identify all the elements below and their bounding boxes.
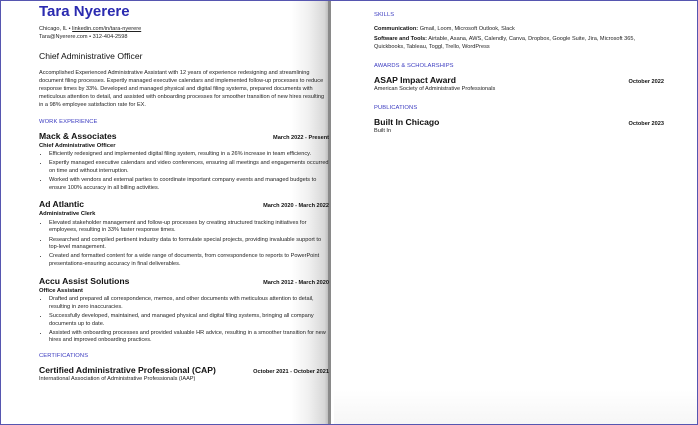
bullet: • Worked with vendors and external parties to coordinate important company events and managed budgets to ensure 100% accuracy in all billing activities.: [49, 177, 329, 192]
bullet: • Expertly managed executive calendars and video conferences, ensuring all meetings and engagements occurred on time and without interruption.: [49, 160, 329, 175]
bullet: • Efficiently redesigned and implemented digital filing system, resulting in a 26% increase in team efficiency.: [49, 151, 329, 159]
job-entry: [39, 131, 329, 193]
contact-info: Chicago, IL • linkedin.com/in/tara-nyerere Tara@Nyerere.com • 312-404-2598: [39, 26, 142, 40]
job-dates: March 2020 - March 2022: [263, 203, 329, 210]
section-heading-skills: SKILLS: [374, 12, 395, 18]
job-bullets: [39, 220, 329, 269]
job-bullets: [39, 151, 329, 192]
section-heading-publications: PUBLICATIONS: [374, 104, 418, 111]
resume-page-1: [1, 1, 331, 424]
summary: Accomplished Experienced Administrative Assistant with 12 years of experience redesigning and streamlining document filing processes. Expertly managed executive calendars and implemented follow-up processes to reduce response times by 33%. Developed and managed physical and digital filing systems, prepared documents with meticulous attention to detail, and assisted with onboarding processes for smoother transition of new hires resulting in a 98% employee satisfaction rate for EX.: [39, 70, 325, 108]
certification-entry: [39, 365, 329, 384]
job-role: Office Assistant: [39, 287, 83, 294]
bullet: • Created and formatted content for a wide range of documents, from correspondence to reports to PowerPoint presentations-ensuring accuracy in final deliverables.: [49, 253, 329, 268]
bullet: • Elevated stakeholder management and follow-up processes by creating structured tracking initiatives for employees, resulting in 33% faster response times.: [49, 220, 329, 235]
bullet: • Drafted and prepared all correspondence, memos, and other documents with meticulous attention to detail, resulting in zero inaccuracies.: [49, 296, 329, 311]
job-bullets: [39, 296, 329, 345]
linkedin-link[interactable]: linkedin.com/in/tara-nyerere: [72, 26, 142, 32]
email: Tara@Nyerere.com: [39, 33, 88, 40]
section-heading-awards: AWARDS & SCHOLARSHIPS: [374, 63, 454, 69]
company-name: Mack & Associates: [39, 130, 117, 141]
skill-label: Communication:: [374, 26, 419, 32]
certification-issuer: International Association of Administrative Professionals (IAAP): [39, 375, 196, 382]
award-entry: [374, 75, 664, 94]
award-issuer: American Society of Administrative Professionals: [374, 86, 496, 92]
job-role: Administrative Clerk: [39, 211, 96, 218]
company-name: Accu Assist Solutions: [39, 275, 130, 286]
headline-title: Chief Administrative Officer: [39, 51, 143, 61]
certification-name: Certified Administrative Professional (CAP): [39, 364, 216, 375]
job-entry: [39, 276, 329, 345]
certification-dates: October 2021 - October 2021: [253, 368, 329, 375]
award-name: ASAP Impact Award: [374, 75, 456, 85]
section-heading-certifications: CERTIFICATIONS: [39, 352, 89, 359]
skill-label: Software and Tools:: [374, 36, 428, 42]
skill-group: [374, 25, 664, 33]
resume-page-2: [334, 1, 697, 424]
award-date: October 2022: [628, 79, 664, 85]
bullet: • Assisted with onboarding processes and provided valuable HR advice, resulting in a smoother transition for new hires and improved onboarding practices.: [49, 330, 329, 345]
publication-entry: [374, 117, 664, 136]
bullet: • Successfully developed, maintained, and managed physical and digital filing systems, bringing all company documents up to date.: [49, 313, 329, 328]
company-name: Ad Atlantic: [39, 199, 85, 210]
skill-group: [374, 35, 664, 51]
job-role: Chief Administrative Officer: [39, 142, 116, 149]
skill-values: Airtable, Asana, AWS, Calendly, Canva, Dropbox, Google Suite, Jira, Microsoft 365, Quickbooks, Tableau, Toggl, Trello, WordPress: [374, 36, 636, 50]
publication-publisher: Built In: [374, 127, 392, 134]
section-heading-work: WORK EXPERIENCE: [39, 118, 98, 125]
candidate-name: Tara Nyerere: [39, 3, 130, 20]
job-dates: March 2012 - March 2020: [263, 279, 329, 286]
location: Chicago, IL: [39, 26, 68, 32]
skill-values: Gmail, Loom, Microsoft Outlook, Slack: [418, 26, 515, 32]
phone: 312-404-2598: [92, 33, 128, 40]
publication-date: October 2023: [628, 120, 664, 127]
bullet: • Researched and compiled pertinent industry data to formulate special projects, providing invaluable support to top-level management.: [49, 237, 329, 252]
publication-name: Built In Chicago: [374, 116, 440, 127]
job-dates: March 2022 - Present: [273, 134, 329, 141]
job-entry: [39, 199, 329, 268]
